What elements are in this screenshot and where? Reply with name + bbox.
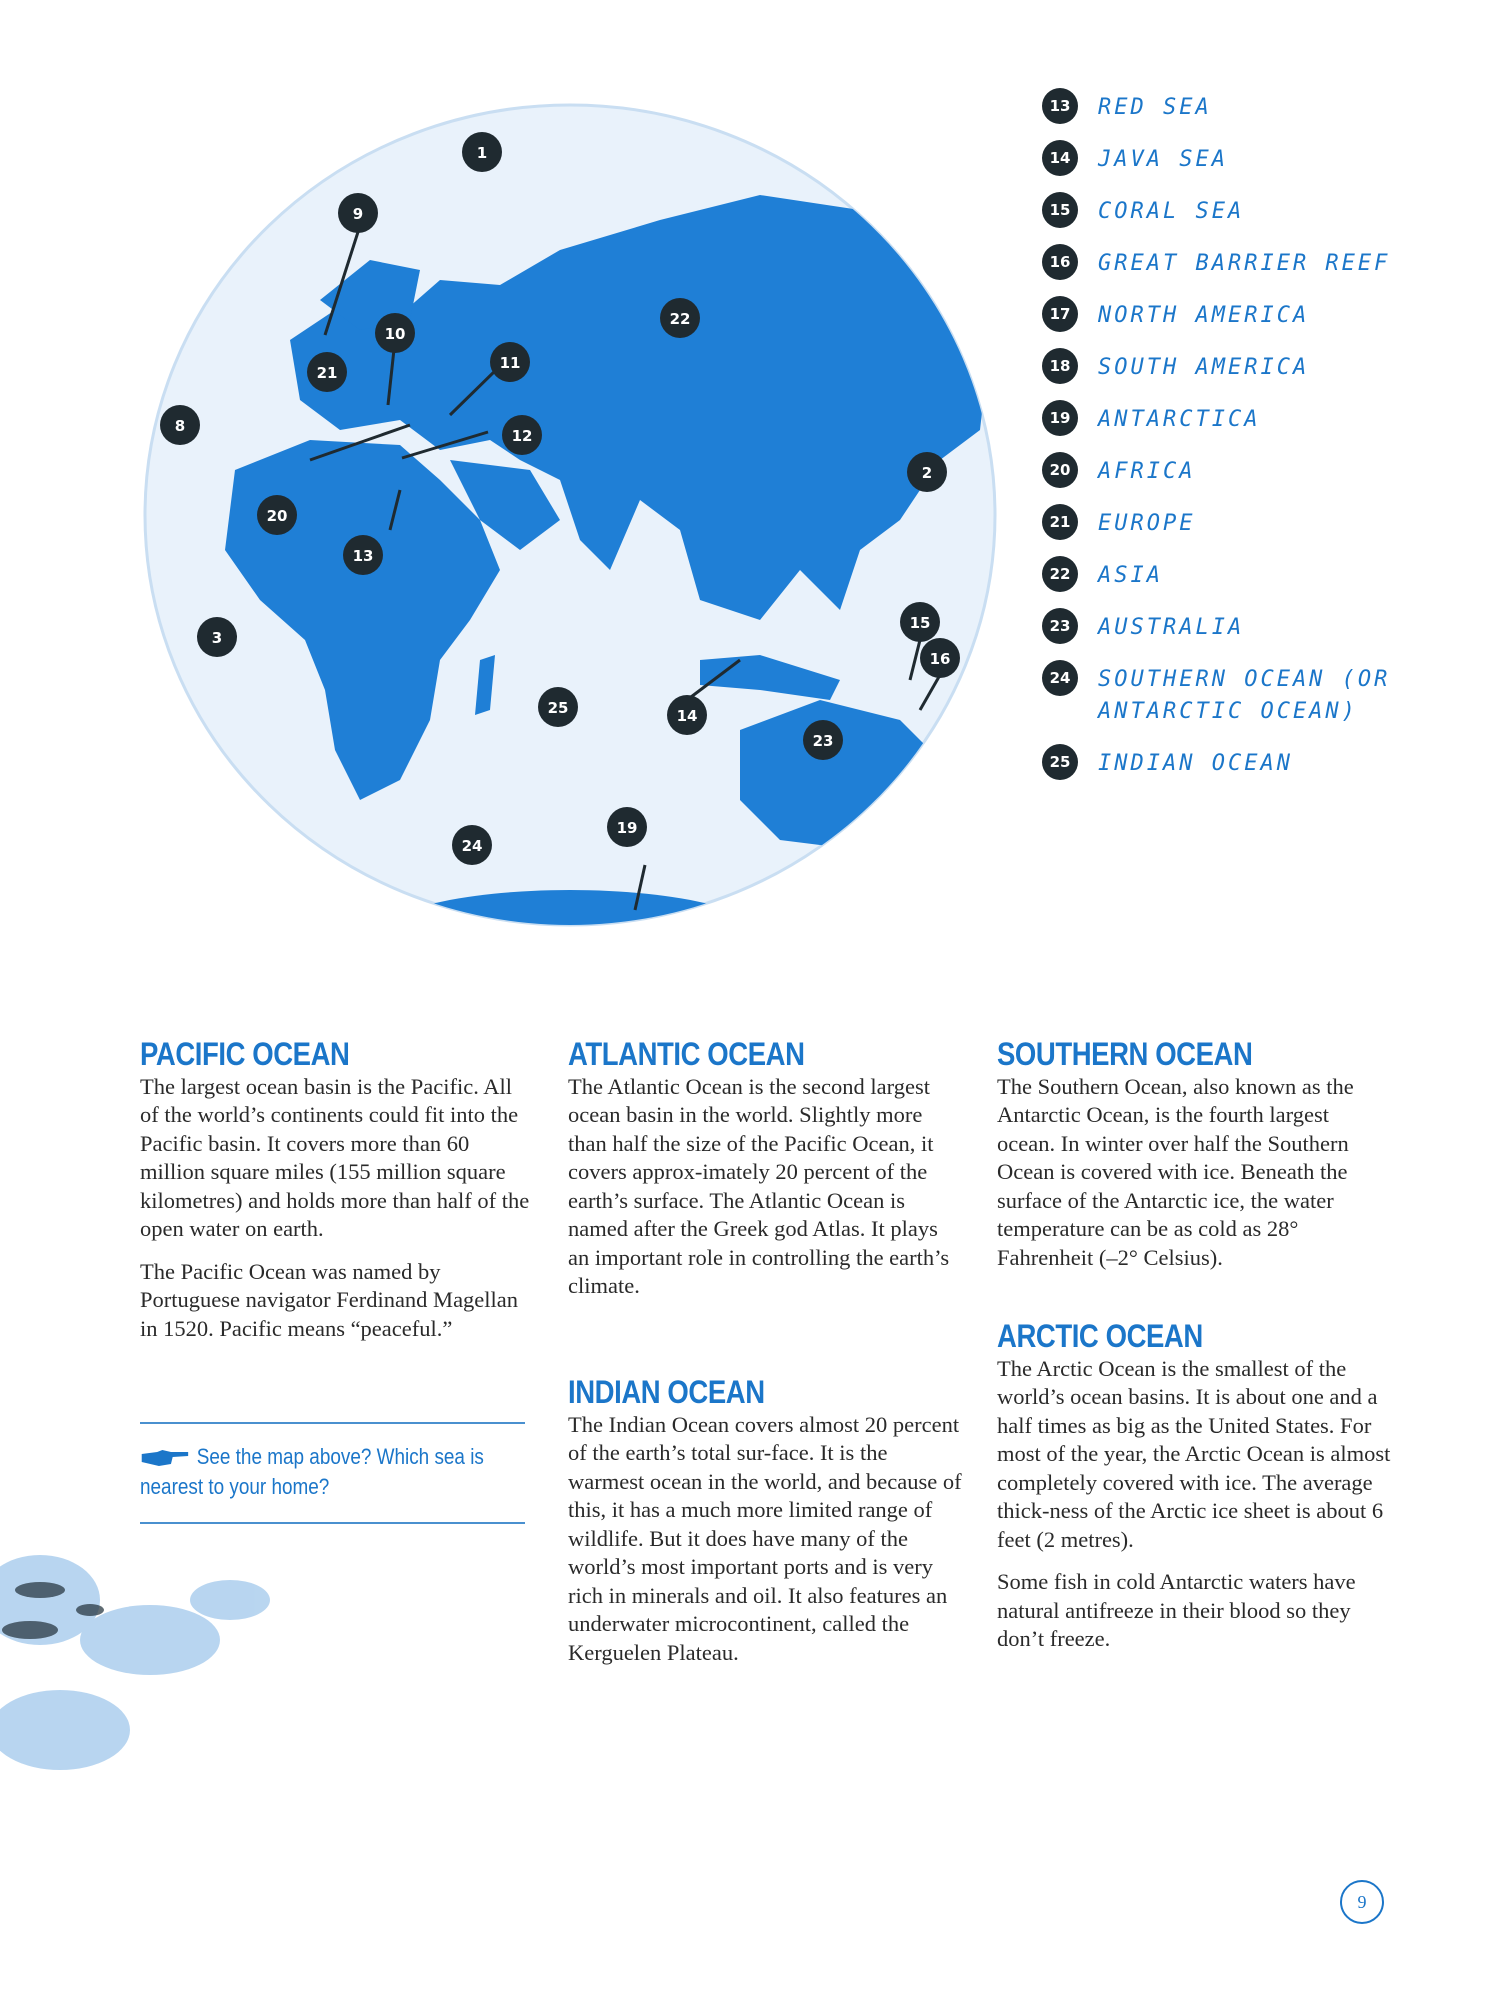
svg-text:24: 24 [461, 837, 483, 855]
arctic-paragraph: Some fish in cold Antarctic waters have natural antifreeze in their blood so they don’t freeze. [997, 1569, 1356, 1651]
legend-number: 24 [1042, 660, 1078, 696]
legend-label: ANTARCTICA [1098, 407, 1261, 432]
legend-item [1042, 508, 1462, 540]
marker-8 [160, 405, 200, 445]
legend-number: 17 [1042, 296, 1078, 332]
legend-label: NORTH AMERICA [1098, 303, 1310, 328]
legend-item [1042, 248, 1462, 280]
pacific-paragraph: The largest ocean basin is the Pacific. All of the world’s continents could fit into the Pacific basin. It covers more than 60 million square miles (155 million square kilometres) and holds more than half of the open water on earth. [140, 1073, 530, 1241]
decorative-scribble [0, 1480, 330, 1820]
marker-2 [907, 452, 947, 492]
arctic-paragraph: The Arctic Ocean is the smallest of the world’s ocean basins. It is about one and a half times as big as the United States. For most of the year, the Arctic Ocean is almost completely covered with ice. The average thick-ness of the Arctic ice sheet is about 6 feet (2 metres). [997, 1355, 1391, 1552]
legend-label: SOUTH AMERICA [1098, 355, 1310, 380]
legend-label: JAVA SEA [1098, 147, 1228, 172]
legend-item [1042, 560, 1462, 592]
legend-number: 15 [1042, 192, 1078, 228]
marker-9 [338, 193, 378, 233]
legend-item [1042, 456, 1462, 488]
marker-21 [307, 352, 347, 392]
marker-19 [607, 807, 647, 847]
svg-text:16: 16 [929, 650, 951, 668]
atlantic-paragraph: The Atlantic Ocean is the second largest ocean basin in the world. Slightly more than half the size of the Pacific Ocean, it covers approx-imately 20 percent of the earth’s surface. The Atlantic Ocean is named after the Greek god Atlas. It plays an important role in controlling the earth’s climate. [568, 1073, 950, 1298]
globe-illustration [140, 100, 1000, 940]
legend-item [1042, 404, 1462, 436]
southern-heading: SOUTHERN OCEAN [997, 1036, 1253, 1072]
svg-text:22: 22 [669, 310, 691, 328]
legend-item [1042, 664, 1462, 728]
legend-label: GREAT BARRIER REEF [1098, 251, 1391, 276]
legend-label: ASIA [1098, 563, 1163, 588]
legend-number: 16 [1042, 244, 1078, 280]
marker-3 [197, 617, 237, 657]
indian-section [568, 1374, 963, 1681]
legend-label: INDIAN OCEAN [1098, 751, 1293, 776]
marker-24 [452, 825, 492, 865]
arctic-section [997, 1318, 1392, 1668]
legend-number: 25 [1042, 744, 1078, 780]
legend-label: AUSTRALIA [1098, 615, 1245, 640]
legend-number: 13 [1042, 88, 1078, 124]
legend-item [1042, 352, 1462, 384]
legend-item [1042, 300, 1462, 332]
page-number: 9 [1340, 1880, 1384, 1924]
indian-paragraph: The Indian Ocean covers almost 20 percent of the earth’s total sur-face. It is the warmest ocean in the world, and because of this, it has a much more limited range of wildlife. But it does have many of the world’s most important ports and is very rich in minerals and oil. It also features an underwater microcontinent, called the Kerguelen Plateau. [568, 1411, 962, 1665]
legend-label: SOUTHERN OCEAN (OR ANTARCTIC OCEAN) [1098, 667, 1391, 724]
svg-text:12: 12 [511, 427, 533, 445]
legend-item [1042, 612, 1462, 644]
marker-15 [900, 602, 940, 642]
svg-text:20: 20 [266, 507, 288, 525]
atlantic-heading: ATLANTIC OCEAN [568, 1036, 805, 1072]
legend-item [1042, 144, 1462, 176]
marker-10 [375, 313, 415, 353]
legend-number: 21 [1042, 504, 1078, 540]
marker-22 [660, 298, 700, 338]
southern-paragraph: The Southern Ocean, also known as the Antarctic Ocean, is the fourth largest ocean. In winter over half the Southern Ocean is covered with ice. Beneath the surface of the Antarctic ice, the water temperature can be as cold as 28° Fahrenheit (–2° Celsius). [997, 1073, 1354, 1270]
svg-text:15: 15 [909, 614, 931, 632]
legend-number: 22 [1042, 556, 1078, 592]
svg-text:11: 11 [499, 354, 521, 372]
marker-20 [257, 495, 297, 535]
marker-1 [462, 132, 502, 172]
svg-text:8: 8 [174, 417, 186, 435]
pacific-section [140, 1036, 535, 1357]
marker-16 [920, 638, 960, 678]
svg-text:13: 13 [352, 547, 374, 565]
marker-14 [667, 695, 707, 735]
pointing-hand-icon [140, 1448, 190, 1468]
svg-text:2: 2 [921, 464, 933, 482]
marker-12 [502, 415, 542, 455]
marker-23 [803, 720, 843, 760]
svg-text:9: 9 [352, 205, 364, 223]
svg-text:1: 1 [476, 144, 488, 162]
map-legend [1042, 92, 1462, 800]
svg-text:3: 3 [211, 629, 223, 647]
legend-item [1042, 748, 1462, 780]
legend-item [1042, 92, 1462, 124]
svg-text:21: 21 [316, 364, 338, 382]
marker-25 [538, 687, 578, 727]
southern-section [997, 1036, 1392, 1286]
legend-number: 19 [1042, 400, 1078, 436]
legend-number: 14 [1042, 140, 1078, 176]
legend-label: EUROPE [1098, 511, 1196, 536]
pacific-heading: PACIFIC OCEAN [140, 1036, 350, 1072]
atlantic-section [568, 1036, 963, 1315]
svg-text:19: 19 [616, 819, 638, 837]
legend-item [1042, 196, 1462, 228]
svg-text:10: 10 [384, 325, 406, 343]
svg-text:25: 25 [547, 699, 569, 717]
svg-text:14: 14 [676, 707, 698, 725]
marker-11 [490, 342, 530, 382]
legend-number: 20 [1042, 452, 1078, 488]
indian-heading: INDIAN OCEAN [568, 1374, 765, 1410]
world-map [140, 100, 1000, 940]
arctic-heading: ARCTIC OCEAN [997, 1318, 1203, 1354]
legend-label: CORAL SEA [1098, 199, 1245, 224]
svg-text:23: 23 [812, 732, 834, 750]
legend-number: 23 [1042, 608, 1078, 644]
pacific-paragraph: The Pacific Ocean was named by Portuguese navigator Ferdinand Magellan in 1520. Pacific means “peaceful.” [140, 1258, 519, 1341]
legend-number: 18 [1042, 348, 1078, 384]
legend-label: AFRICA [1098, 459, 1196, 484]
marker-13 [343, 535, 383, 575]
tip-text: See the map above? Which sea is nearest to your home? [140, 1444, 484, 1499]
legend-label: RED SEA [1098, 95, 1212, 120]
